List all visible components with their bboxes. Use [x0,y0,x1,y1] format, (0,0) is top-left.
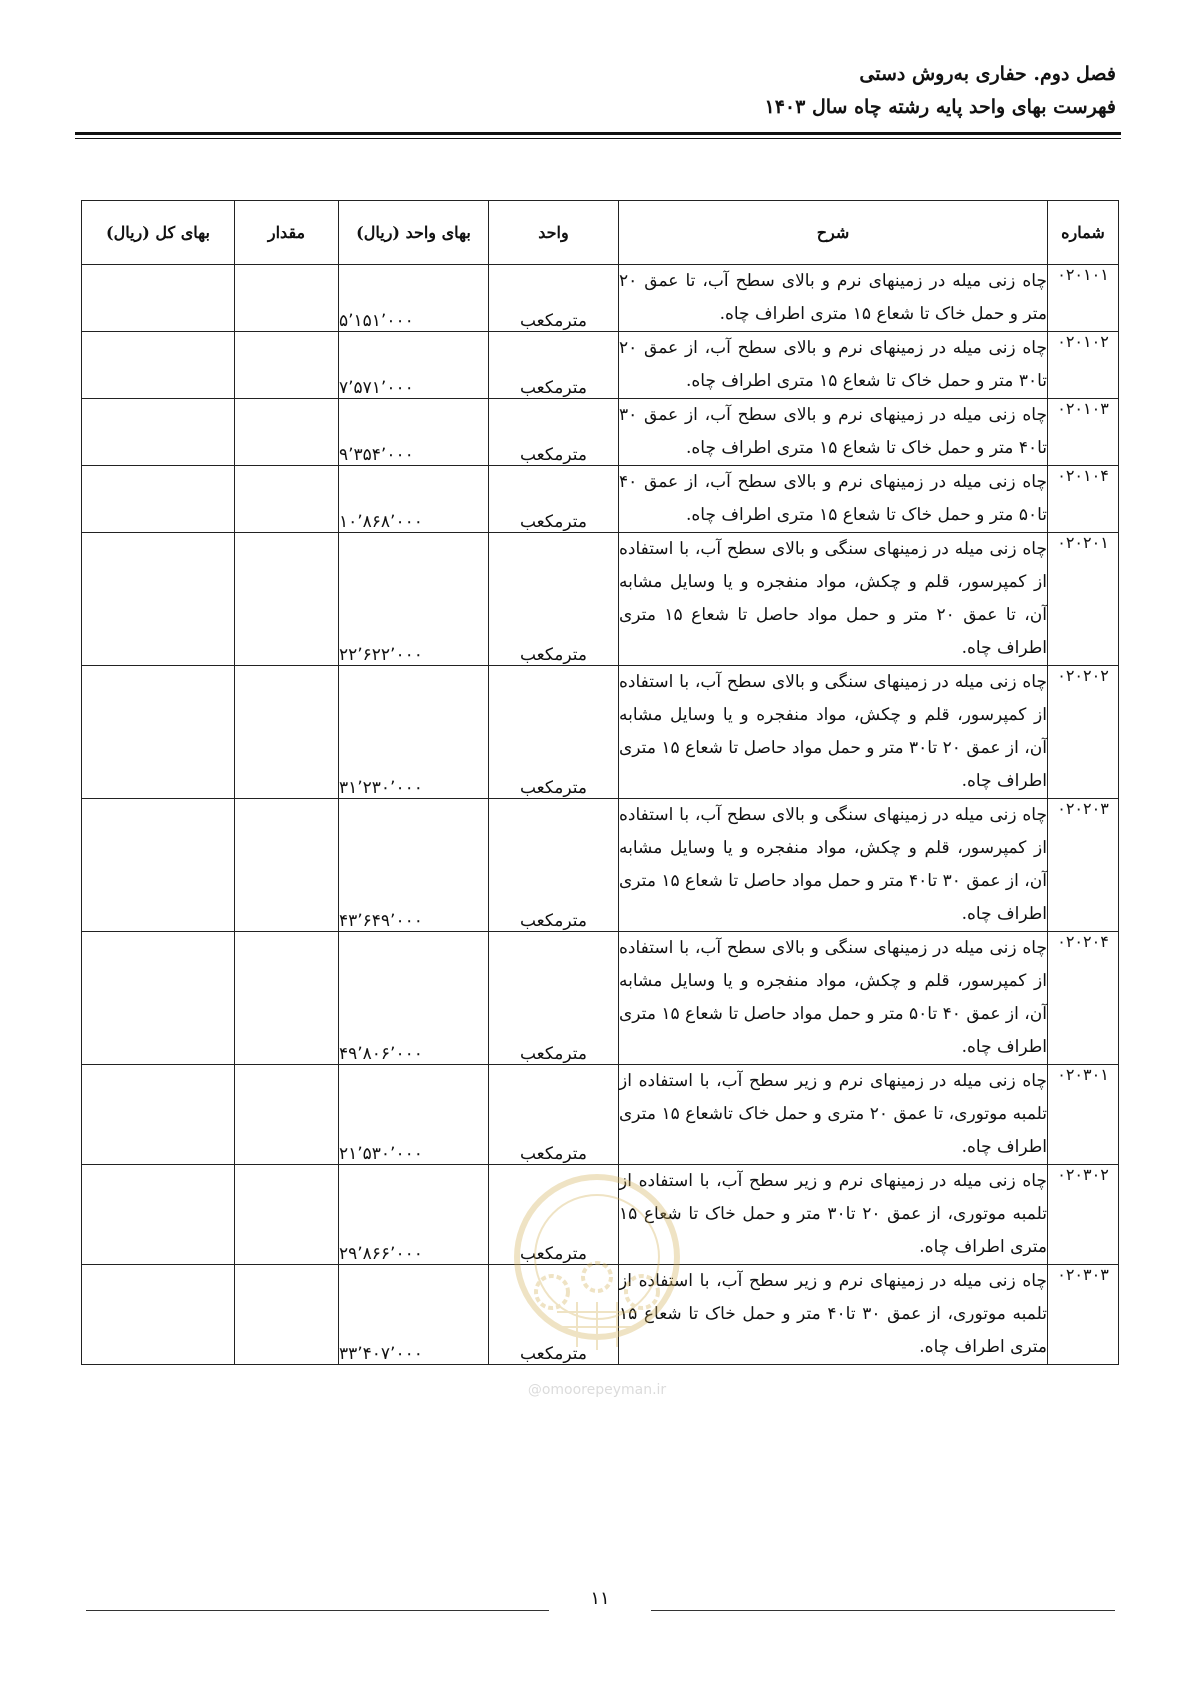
header-rule-thin [75,138,1121,139]
page-number: ۱۱ [590,1588,610,1609]
item-unit: مترمکعب [489,1165,619,1265]
item-quantity [235,332,339,399]
watermark-text: @omoorepeyman.ir [527,1382,667,1398]
item-quantity [235,666,339,799]
item-quantity [235,466,339,533]
item-total [82,1165,235,1265]
item-description: چاه زنی میله در زمینهای سنگی و بالای سطح آب، با استفاده از کمپرسور، قلم و چکش، مواد منفجره و یا وسایل مشابه آن، از عمق ۴۰ تا۵۰ متر و حمل مواد حاصل تا شعاع ۱۵ متری اطراف چاه. [619,932,1048,1065]
item-description: چاه زنی میله در زمینهای نرم و زیر سطح آب، با استفاده از تلمبه موتوری، از عمق ۲۰ تا۳۰ متر و حمل خاک تا شعاع ۱۵ متری اطراف چاه. [619,1165,1048,1265]
header-unit-price: بهای واحد (ریال) [339,201,489,265]
item-code: ۰۲۰۲۰۱ [1048,533,1119,666]
table-header-row [82,201,1119,265]
item-unit: مترمکعب [489,533,619,666]
item-unit-price: ۳۱٬۲۳۰٬۰۰۰ [339,666,489,799]
item-total [82,399,235,466]
item-total [82,466,235,533]
table-row [82,265,1119,332]
item-description: چاه زنی میله در زمینهای سنگی و بالای سطح آب، با استفاده از کمپرسور، قلم و چکش، مواد منفجره و یا وسایل مشابه آن، از عمق ۲۰ تا۳۰ متر و حمل مواد حاصل تا شعاع ۱۵ متری اطراف چاه. [619,666,1048,799]
item-unit: مترمکعب [489,466,619,533]
item-quantity [235,932,339,1065]
watermark-logo [512,1172,682,1402]
item-unit: مترمکعب [489,666,619,799]
item-code: ۰۲۰۳۰۳ [1048,1265,1119,1365]
item-code: ۰۲۰۳۰۱ [1048,1065,1119,1165]
table-row [82,1065,1119,1165]
item-description: چاه زنی میله در زمینهای سنگی و بالای سطح آب، با استفاده از کمپرسور، قلم و چکش، مواد منفجره و یا وسایل مشابه آن، تا عمق ۲۰ متر و حمل مواد حاصل تا شعاع ۱۵ متری اطراف چاه. [619,533,1048,666]
chapter-title: فصل دوم. حفاری به‌روش دستی [859,63,1116,85]
header-code: شماره [1048,201,1119,265]
item-total [82,332,235,399]
item-code: ۰۲۰۲۰۲ [1048,666,1119,799]
item-code: ۰۲۰۱۰۴ [1048,466,1119,533]
item-description: چاه زنی میله در زمینهای نرم و بالای سطح آب، از عمق ۳۰ تا۴۰ متر و حمل خاک تا شعاع ۱۵ متری اطراف چاه. [619,399,1048,466]
item-unit-price: ۷٬۵۷۱٬۰۰۰ [339,332,489,399]
table-row [82,932,1119,1065]
item-total [82,533,235,666]
item-code: ۰۲۰۱۰۳ [1048,399,1119,466]
item-unit: مترمکعب [489,332,619,399]
item-unit: مترمکعب [489,265,619,332]
header-unit: واحد [489,201,619,265]
item-total [82,666,235,799]
document-subtitle: فهرست بهای واحد پایه رشته چاه سال ۱۴۰۳ [764,96,1116,118]
item-description: چاه زنی میله در زمینهای نرم و زیر سطح آب، با استفاده از تلمبه موتوری، از عمق ۳۰ تا۴۰ متر و حمل خاک تا شعاع ۱۵ متری اطراف چاه. [619,1265,1048,1365]
item-total [82,265,235,332]
item-code: ۰۲۰۳۰۲ [1048,1165,1119,1265]
watermark-gear-icon [583,1263,611,1291]
watermark-ring-inner [535,1195,659,1319]
item-total [82,1265,235,1365]
watermark-grid-icon [557,1302,637,1350]
item-unit-price: ۲۹٬۸۶۶٬۰۰۰ [339,1165,489,1265]
page-header [765,60,1116,122]
item-code: ۰۲۰۲۰۳ [1048,799,1119,932]
item-total [82,932,235,1065]
item-quantity [235,399,339,466]
item-unit: مترمکعب [489,932,619,1065]
item-unit: مترمکعب [489,799,619,932]
item-unit-price: ۴۳٬۶۴۹٬۰۰۰ [339,799,489,932]
table-row [82,466,1119,533]
item-unit-price: ۳۳٬۴۰۷٬۰۰۰ [339,1265,489,1365]
header-description: شرح [619,201,1048,265]
footer-rule-right [651,1610,1115,1611]
item-code: ۰۲۰۱۰۱ [1048,265,1119,332]
item-unit-price: ۲۱٬۵۳۰٬۰۰۰ [339,1065,489,1165]
header-total-price: بهای کل (ریال) [82,201,235,265]
table-row [82,332,1119,399]
item-unit-price: ۹٬۳۵۴٬۰۰۰ [339,399,489,466]
item-description: چاه زنی میله در زمینهای نرم و بالای سطح آب، از عمق ۲۰ تا۳۰ متر و حمل خاک تا شعاع ۱۵ متری اطراف چاه. [619,332,1048,399]
item-quantity [235,265,339,332]
item-unit-price: ۵٬۱۵۱٬۰۰۰ [339,265,489,332]
item-code: ۰۲۰۲۰۴ [1048,932,1119,1065]
item-code: ۰۲۰۱۰۲ [1048,332,1119,399]
item-quantity [235,533,339,666]
item-quantity [235,1265,339,1365]
item-total [82,1065,235,1165]
item-description: چاه زنی میله در زمینهای سنگی و بالای سطح آب، با استفاده از کمپرسور، قلم و چکش، مواد منفجره و یا وسایل مشابه آن، از عمق ۳۰ تا۴۰ متر و حمل مواد حاصل تا شعاع ۱۵ متری اطراف چاه. [619,799,1048,932]
table-row [82,666,1119,799]
header-quantity: مقدار [235,201,339,265]
item-quantity [235,1065,339,1165]
item-description: چاه زنی میله در زمینهای نرم و زیر سطح آب، با استفاده از تلمبه موتوری، تا عمق ۲۰ متری و حمل خاک تاشعاع ۱۵ متری اطراف چاه. [619,1065,1048,1165]
table-row [82,533,1119,666]
item-unit-price: ۱۰٬۸۶۸٬۰۰۰ [339,466,489,533]
item-total [82,799,235,932]
table-row [82,399,1119,466]
item-unit: مترمکعب [489,399,619,466]
item-unit: مترمکعب [489,1065,619,1165]
footer-rule-left [86,1610,549,1611]
item-unit-price: ۲۲٬۶۲۲٬۰۰۰ [339,533,489,666]
table-row [82,799,1119,932]
item-unit: مترمکعب [489,1265,619,1365]
header-rule-thick [75,132,1121,135]
item-description: چاه زنی میله در زمینهای نرم و بالای سطح آب، تا عمق ۲۰ متر و حمل خاک تا شعاع ۱۵ متری اطراف چاه. [619,265,1048,332]
item-description: چاه زنی میله در زمینهای نرم و بالای سطح آب، از عمق ۴۰ تا۵۰ متر و حمل خاک تا شعاع ۱۵ متری اطراف چاه. [619,466,1048,533]
item-unit-price: ۴۹٬۸۰۶٬۰۰۰ [339,932,489,1065]
item-quantity [235,799,339,932]
item-quantity [235,1165,339,1265]
